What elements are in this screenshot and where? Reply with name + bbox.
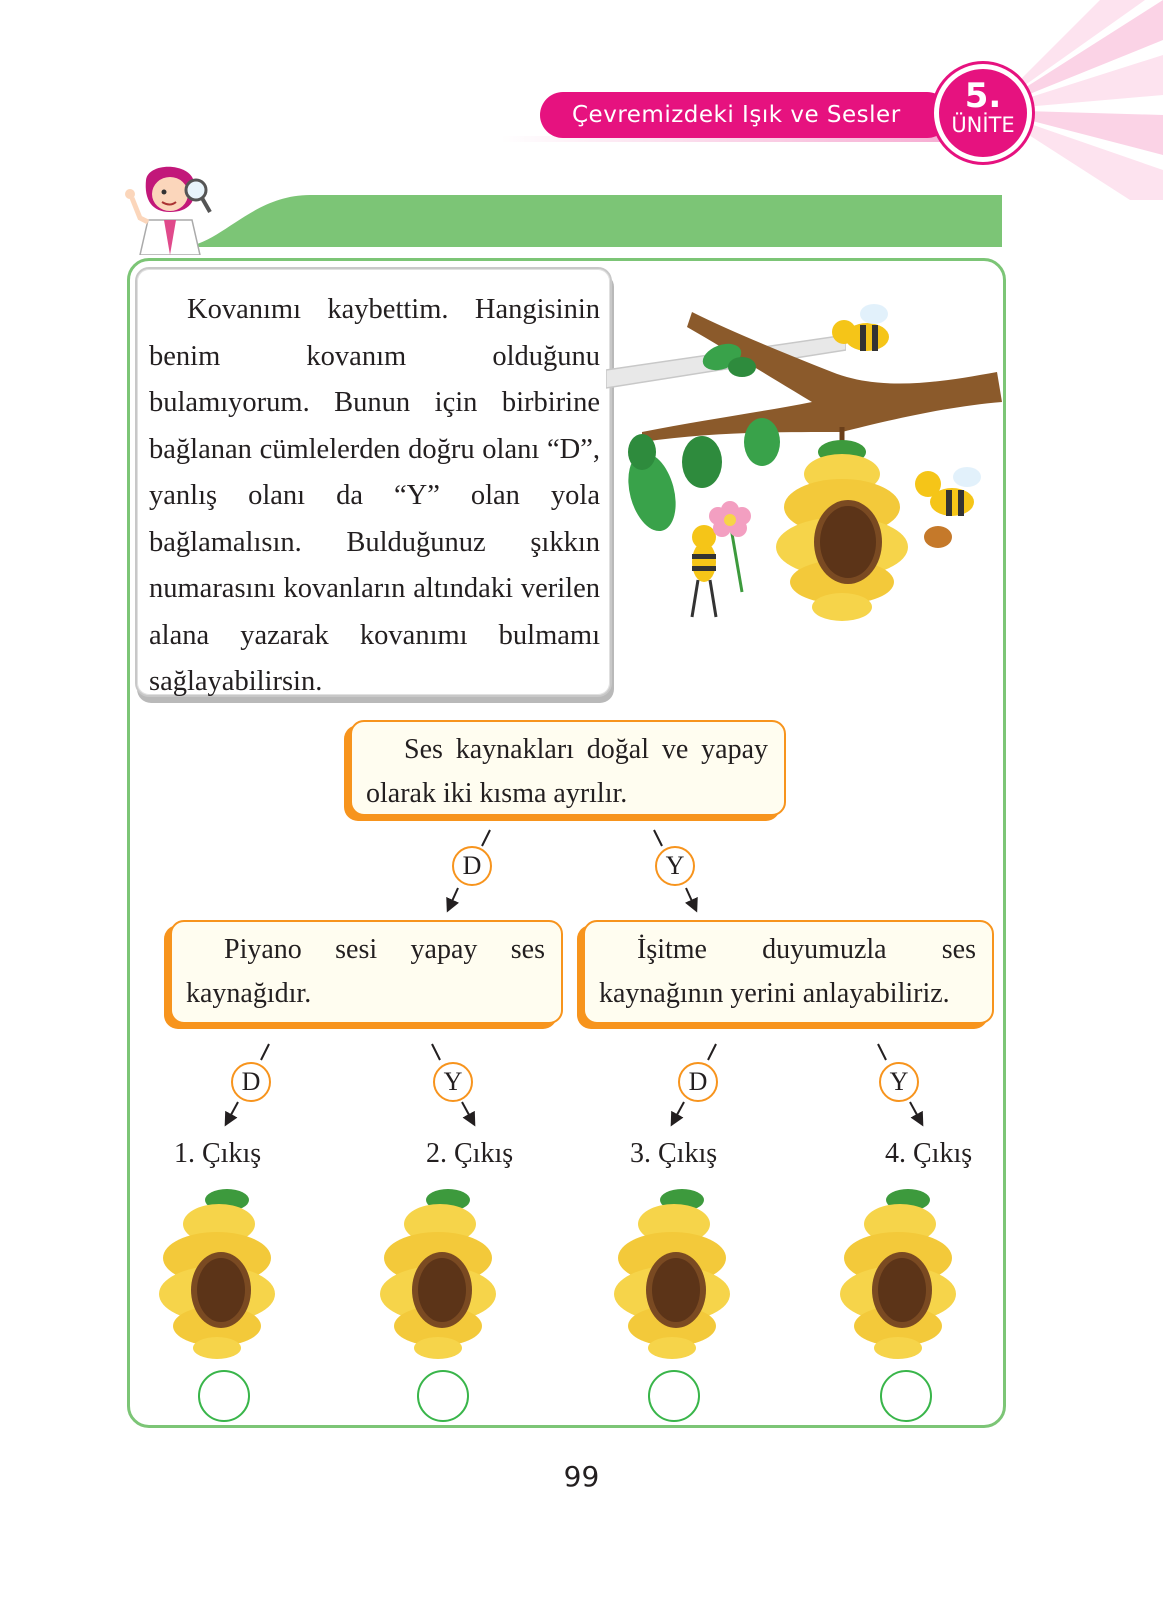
beehive-icon [838,1186,958,1361]
intro-speech-box: Kovanımı kaybettim. Hangisinin benim kovanım olduğunu bulamıyorum. Bunun için birbirine bağlanan cümlelerden doğru olanı “D”, yanlış olanı da “Y” olan yola bağlamalısın. Bulduğunuz şıkkın numarasını kovanların altındaki verilen alana yazarak kovanımı bulmamı sağlayabilirsin. [135,267,612,697]
choice-y-top: Y [655,846,695,886]
unit-title: Çevremizdeki Işık ve Sesler [540,92,950,138]
statement-right: İşitme duyumuzla ses kaynağının yerini anlayabiliriz. [583,920,994,1024]
beehive-icon [157,1186,277,1361]
statement-left: Piyano sesi yapay ses kaynağıdır. [170,920,563,1024]
choice-d-left: D [231,1062,271,1102]
choice-y-left: Y [433,1062,473,1102]
exit-label-4: 4. Çıkış [885,1138,973,1169]
exit-label-2: 2. Çıkış [426,1138,514,1169]
statement-top: Ses kaynakları doğal ve yapay olarak iki kısma ayrılır. [350,720,786,816]
unit-number: 5. [964,76,1002,116]
beehive-icon [612,1186,732,1361]
answer-circle-4[interactable] [880,1370,932,1422]
choice-y-right: Y [879,1062,919,1102]
beehive-icon [378,1186,498,1361]
answer-circle-2[interactable] [417,1370,469,1422]
page-number: 99 [563,1460,600,1493]
unit-label: ÜNİTE [951,113,1015,137]
exit-label-3: 3. Çıkış [630,1138,718,1169]
choice-d-right: D [678,1062,718,1102]
answer-circle-1[interactable] [198,1370,250,1422]
exit-label-1: 1. Çıkış [174,1138,262,1169]
choice-d-top: D [452,846,492,886]
answer-circle-3[interactable] [648,1370,700,1422]
